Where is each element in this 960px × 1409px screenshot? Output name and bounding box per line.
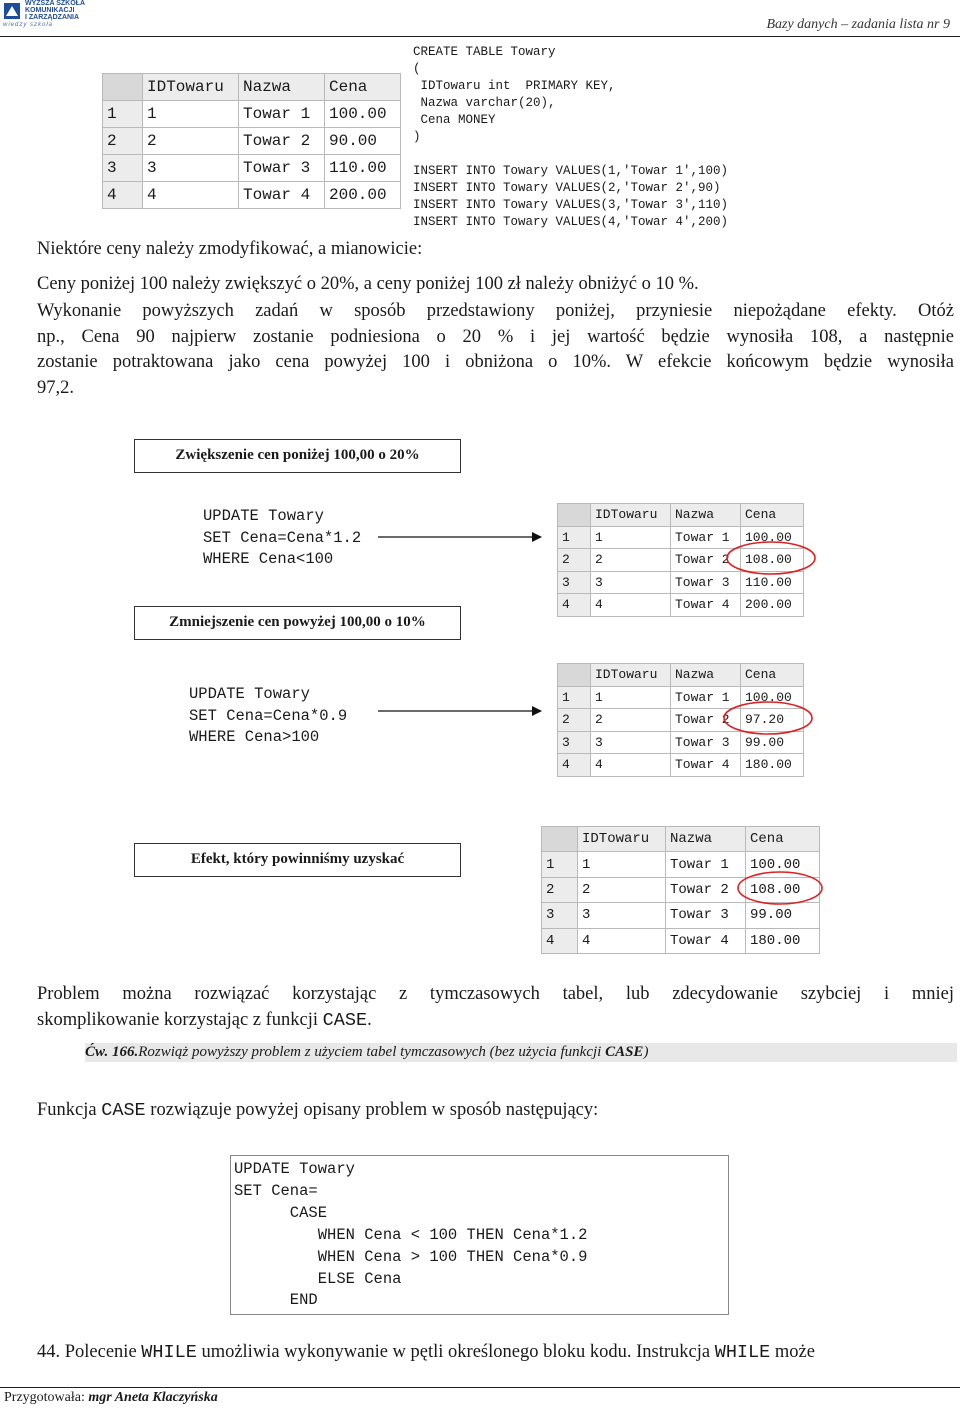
table-row (558, 594, 804, 617)
paragraph-problem-line: zostanie potraktowana jako cena powyżej 100 i obniżona o 10%. W efekcie końcowym będzie wynosiła (37, 352, 954, 372)
row-number: 3 (558, 731, 591, 754)
cell-price: 110.00 (741, 571, 804, 594)
cell-price: 200.00 (741, 594, 804, 617)
column-header: IDTowaru (591, 504, 671, 527)
code-keyword: WHILE (714, 1342, 771, 1363)
header-title: Bazy danych – zadania lista nr 9 (766, 17, 950, 32)
code-case-update: UPDATE Towary SET Cena= CASE WHEN Cena < 100 THEN Cena*1.2 WHEN Cena > 100 THEN Cena*0.9 ELSE Cena END (234, 1160, 588, 1310)
cell-id: 2 (591, 709, 671, 732)
cell-price: 100.00 (741, 686, 804, 709)
cell-price: 90.00 (325, 128, 401, 155)
caption-expected: Efekt, który powinniśmy uzyskać (134, 843, 461, 877)
cell-price: 180.00 (741, 754, 804, 777)
paragraph-solution-line: Problem można rozwiązać korzystając z tymczasowych tabel, lub zdecydowanie szybciej i mniej (37, 984, 954, 1004)
paragraph-problem-line: np., Cena 90 najpierw zostanie podniesiona o 20 % i jej wartość będzie wynosiła 108, a następnie (37, 327, 954, 347)
cell-id: 3 (591, 571, 671, 594)
cell-id: 4 (591, 594, 671, 617)
cell-name: Towar 3 (666, 903, 746, 928)
row-number: 2 (558, 709, 591, 732)
caption-decrease: Zmniejszenie cen powyżej 100,00 o 10% (134, 606, 461, 640)
row-number: 4 (542, 928, 578, 953)
cell-name: Towar 4 (239, 182, 325, 209)
code-create-table: CREATE TABLE Towary ( IDTowaru int PRIMARY KEY, Nazwa varchar(20), Cena MONEY ) INSERT INTO Towary VALUES(1,'Towar 1',100) INSERT INTO Towary VALUES(2,'Towar 2',90) INSERT INTO Towary VALUES(3,'Towar 3',110) INSERT INTO Towary VALUES(4,'Towar 4',200) (413, 45, 729, 229)
grid-corner (558, 664, 591, 687)
grid-corner (542, 827, 578, 852)
table-row (103, 182, 401, 209)
caption-increase: Zwiększenie cen poniżej 100,00 o 20% (134, 439, 461, 473)
cell-name: Towar 4 (671, 754, 741, 777)
cell-price: 100.00 (746, 852, 820, 877)
column-header: Nazwa (666, 827, 746, 852)
cell-price: 99.00 (741, 731, 804, 754)
cell-name: Towar 3 (671, 571, 741, 594)
cell-price: 100.00 (741, 526, 804, 549)
cell-price: 110.00 (325, 155, 401, 182)
cell-name: Towar 1 (671, 526, 741, 549)
logo-text: WYŻSZA SZKOŁA KOMUNIKACJI I ZARZĄDZANIA (25, 0, 86, 21)
text-span: rozwiązuje powyżej opisany problem w sposób następujący: (145, 1100, 599, 1120)
paragraph-rules: Ceny poniżej 100 należy zwiększyć o 20%, a ceny poniżej 100 zł należy obniżyć o 10 %. (37, 274, 699, 294)
cell-id: 1 (578, 852, 666, 877)
text-span: może (770, 1342, 815, 1362)
grid-corner (558, 504, 591, 527)
cell-id: 4 (143, 182, 239, 209)
text-span: Funkcja (37, 1100, 102, 1120)
table-row (542, 877, 820, 902)
paragraph-problem-line: Wykonanie powyższych zadań w sposób przedstawiony poniżej, przyniesie niepożądane efekty. Otóż (37, 301, 954, 321)
table-row (558, 526, 804, 549)
logo-tagline: wiedzy szkoła (3, 22, 54, 28)
result-grid-expected (541, 826, 820, 954)
cell-id: 4 (578, 928, 666, 953)
footer (4, 1390, 218, 1406)
row-number: 4 (103, 182, 143, 209)
column-header: IDTowaru (591, 664, 671, 687)
footer-prefix: Przygotowała: (4, 1390, 89, 1405)
cell-name: Towar 2 (671, 549, 741, 572)
table-row (558, 686, 804, 709)
exercise-text: ) (643, 1044, 649, 1060)
table-row (103, 155, 401, 182)
table-row (103, 128, 401, 155)
table-row (558, 709, 804, 732)
cell-price: 200.00 (325, 182, 401, 209)
cell-price: 99.00 (746, 903, 820, 928)
column-header: Cena (741, 664, 804, 687)
header-divider (0, 36, 960, 37)
exercise-bar (85, 1043, 957, 1062)
footer-author: mgr Aneta Klaczyńska (88, 1390, 218, 1405)
cell-price: 100.00 (325, 101, 401, 128)
row-number: 3 (103, 155, 143, 182)
cell-name: Towar 2 (666, 877, 746, 902)
column-header: Nazwa (239, 74, 325, 101)
cell-name: Towar 1 (671, 686, 741, 709)
table-row (558, 731, 804, 754)
cell-id: 2 (143, 128, 239, 155)
code-update-decrease: UPDATE Towary SET Cena=Cena*0.9 WHERE Cena>100 (189, 685, 348, 746)
cell-price: 108.00 (741, 549, 804, 572)
exercise-text: Rozwiąż powyższy problem z użyciem tabel tymczasowych (bez użycia funkcji (138, 1044, 606, 1060)
row-number: 1 (103, 101, 143, 128)
result-grid-after-increase (557, 503, 804, 617)
code-update-increase: UPDATE Towary SET Cena=Cena*1.2 WHERE Cena<100 (203, 507, 362, 568)
text-span: . (367, 1010, 372, 1030)
table-row (103, 101, 401, 128)
paragraph-solution-line (37, 1008, 954, 1033)
table-row (542, 852, 820, 877)
exercise-keyword: CASE (605, 1044, 644, 1060)
cell-name: Towar 3 (671, 731, 741, 754)
school-logo (3, 0, 113, 30)
text-span: 44. Polecenie (37, 1342, 142, 1362)
cell-name: Towar 4 (671, 594, 741, 617)
table-row (558, 571, 804, 594)
row-number: 4 (558, 594, 591, 617)
cell-price: 97.20 (741, 709, 804, 732)
code-keyword: WHILE (141, 1342, 197, 1363)
cell-name: Towar 4 (666, 928, 746, 953)
row-number: 1 (558, 686, 591, 709)
cell-id: 1 (591, 526, 671, 549)
paragraph-problem-line: 97,2. (37, 378, 74, 398)
cell-price: 108.00 (746, 877, 820, 902)
table-row (558, 549, 804, 572)
cell-id: 2 (578, 877, 666, 902)
paragraph-intro: Niektóre ceny należy zmodyfikować, a mianowicie: (37, 239, 423, 259)
cell-id: 3 (591, 731, 671, 754)
row-number: 2 (542, 877, 578, 902)
cell-id: 2 (591, 549, 671, 572)
text-span: skomplikowanie korzystając z funkcji (37, 1010, 323, 1030)
cell-id: 1 (143, 101, 239, 128)
row-number: 1 (558, 526, 591, 549)
logo-mark-icon (3, 2, 21, 20)
cell-name: Towar 1 (666, 852, 746, 877)
row-number: 4 (558, 754, 591, 777)
column-header: Nazwa (671, 664, 741, 687)
column-header: Cena (741, 504, 804, 527)
cell-name: Towar 1 (239, 101, 325, 128)
row-number: 1 (542, 852, 578, 877)
column-header: Nazwa (671, 504, 741, 527)
table-row (542, 928, 820, 953)
paragraph-while (37, 1340, 954, 1365)
column-header: IDTowaru (143, 74, 239, 101)
result-grid-after-decrease (557, 663, 804, 777)
table-row (542, 903, 820, 928)
footer-divider (0, 1387, 960, 1388)
cell-price: 180.00 (746, 928, 820, 953)
grid-corner (103, 74, 143, 101)
cell-name: Towar 3 (239, 155, 325, 182)
result-grid-initial (102, 73, 401, 209)
cell-id: 3 (578, 903, 666, 928)
code-keyword: CASE (101, 1100, 146, 1121)
cell-id: 4 (591, 754, 671, 777)
column-header: IDTowaru (578, 827, 666, 852)
exercise-label: Ćw. 166. (85, 1044, 139, 1060)
paragraph-case-intro (37, 1098, 954, 1123)
code-keyword: CASE (322, 1010, 368, 1031)
row-number: 3 (542, 903, 578, 928)
text-span: umożliwia wykonywanie w pętli określonego bloku kodu. Instrukcja (196, 1342, 715, 1362)
table-row (558, 754, 804, 777)
cell-name: Towar 2 (239, 128, 325, 155)
row-number: 3 (558, 571, 591, 594)
column-header: Cena (746, 827, 820, 852)
row-number: 2 (103, 128, 143, 155)
cell-name: Towar 2 (671, 709, 741, 732)
cell-id: 1 (591, 686, 671, 709)
row-number: 2 (558, 549, 591, 572)
column-header: Cena (325, 74, 401, 101)
cell-id: 3 (143, 155, 239, 182)
